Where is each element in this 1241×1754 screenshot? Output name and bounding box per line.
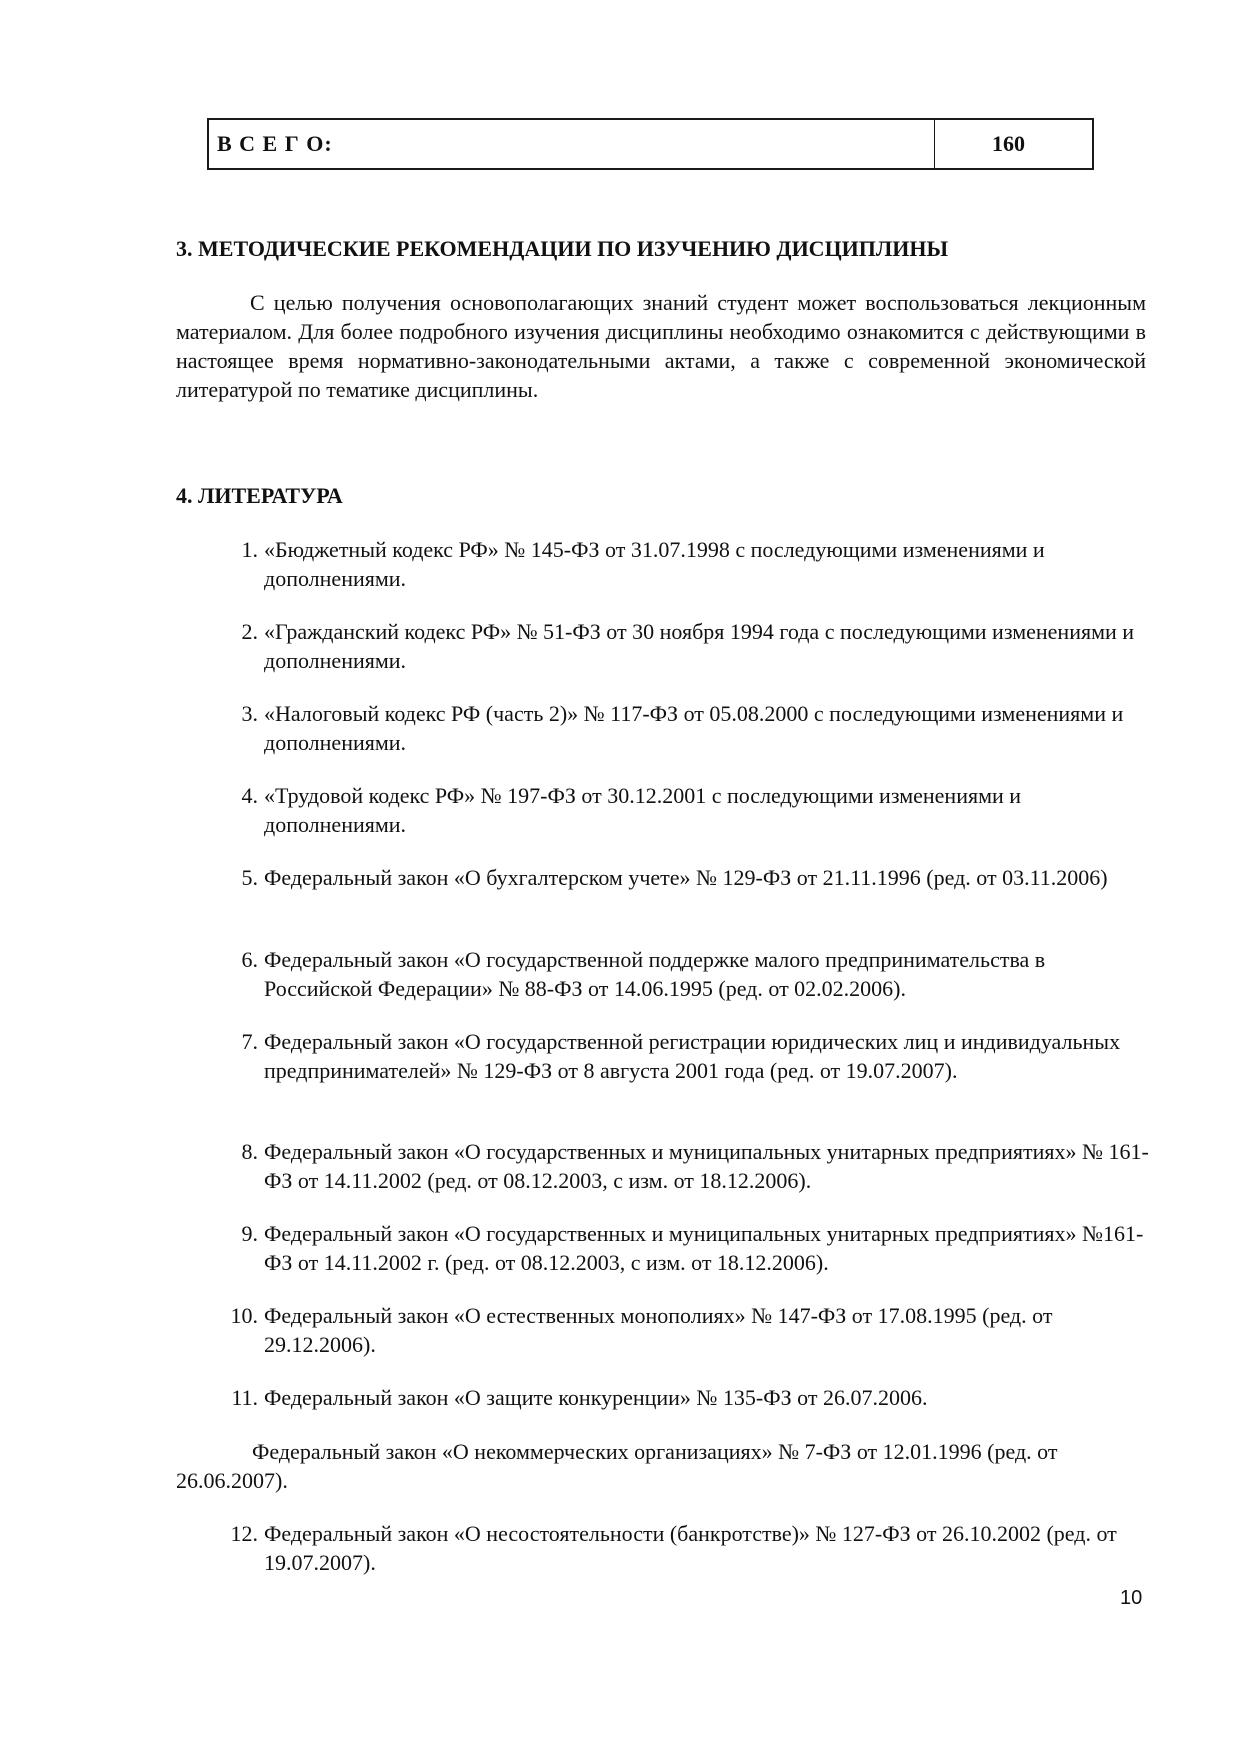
list-item <box>218 1137 1158 1195</box>
list-item-text: Федеральный закон «О государственных и муниципальных унитарных предприятиях» № 161-ФЗ от 14.11.2002 (ред. от 08.12.2003, с изм. от 18.12.2006). <box>264 1139 1149 1193</box>
list-item <box>218 1027 1158 1085</box>
list-item-number: 2. <box>241 619 258 644</box>
list-item-text: Федеральный закон «О государственной регистрации юридических лиц и индивидуальных предпринимателей» № 129-ФЗ от 8 августа 2001 года (ред. от 19.07.2007). <box>264 1029 1121 1083</box>
list-item-number: 5. <box>241 865 258 890</box>
list-item-text: Федеральный закон «О государственных и муниципальных унитарных предприятиях» №161-ФЗ от 14.11.2002 г. (ред. от 08.12.2003, с изм. от 18.12.2006). <box>264 1221 1144 1275</box>
list-item-text: «Гражданский кодекс РФ» № 51-ФЗ от 30 ноября 1994 года с последующими изменениями и дополнениями. <box>264 619 1135 673</box>
list-item <box>218 1383 1158 1412</box>
list-item-number: 12. <box>230 1521 258 1546</box>
list-item-text: «Трудовой кодекс РФ» № 197-ФЗ от 30.12.2001 с последующими изменениями и дополнениями. <box>264 783 1022 837</box>
list-item-number: 8. <box>241 1139 258 1164</box>
list-item-unnumbered: Федеральный закон «О некоммерческих организациях» № 7-ФЗ от 12.01.1996 (ред. от 26.06.2007). <box>176 1439 1058 1493</box>
list-item-text: «Бюджетный кодекс РФ» № 145-ФЗ от 31.07.1998 с последующими изменениями и дополнениями. <box>264 537 1045 591</box>
list-item <box>218 617 1158 675</box>
list-item-number: 3. <box>241 701 258 726</box>
list-item-number: 6. <box>241 947 258 972</box>
list-item-text: Федеральный закон «О бухгалтерском учете» № 129-ФЗ от 21.11.1996 (ред. от 03.11.2006) <box>264 865 1108 890</box>
list-item <box>218 1219 1158 1277</box>
section3-text: С целью получения основополагающих знаний студент может воспользоваться лекционным материалом. Для более подробного изучения дисциплины необходимо ознакомится с действующими в настоящее время нормативно-законодательными актами, а также с современной экономической литературой по тематике дисциплины. <box>176 290 1146 402</box>
list-item-number: 4. <box>241 783 258 808</box>
section4-title: 4. ЛИТЕРАТУРА <box>176 483 343 508</box>
list-item-text: «Налоговый кодекс РФ (часть 2)» № 117-ФЗ от 05.08.2000 с последующими изменениями и дополнениями. <box>264 701 1124 755</box>
list-item <box>218 781 1158 839</box>
list-item-number: 10. <box>230 1303 258 1328</box>
total-label: В С Е Г О: <box>209 120 935 168</box>
list-item-text: Федеральный закон «О защите конкуренции» № 135-ФЗ от 26.07.2006. <box>264 1385 928 1410</box>
list-item <box>218 535 1158 593</box>
list-item-number: 11. <box>231 1385 258 1410</box>
list-item <box>218 1301 1158 1359</box>
total-table <box>207 118 1094 170</box>
list-item-text: Федеральный закон «О естественных монополиях» № 147-ФЗ от 17.08.1995 (ред. от 29.12.2006). <box>264 1303 1053 1357</box>
section3-title: 3. МЕТОДИЧЕСКИЕ РЕКОМЕНДАЦИИ ПО ИЗУЧЕНИЮ ДИСЦИПЛИНЫ <box>176 236 949 261</box>
list-item <box>218 863 1158 892</box>
list-item-number: 7. <box>241 1029 258 1054</box>
list-item-number: 1. <box>241 537 258 562</box>
total-value: 160 <box>992 131 1025 156</box>
page-number: 10 <box>1120 1587 1143 1609</box>
list-item-text: Федеральный закон «О государственной поддержке малого предпринимательства в Российской Федерации» № 88-ФЗ от 14.06.1995 (ред. от 02.02.2006). <box>264 947 1046 1001</box>
list-item <box>218 945 1158 1003</box>
list-item-text: Федеральный закон «О несостоятельности (банкротстве)» № 127-ФЗ от 26.10.2002 (ред. от 19.07.2007). <box>264 1521 1117 1575</box>
list-item <box>218 699 1158 757</box>
list-item-number: 9. <box>241 1221 258 1246</box>
list-item <box>218 1519 1158 1577</box>
